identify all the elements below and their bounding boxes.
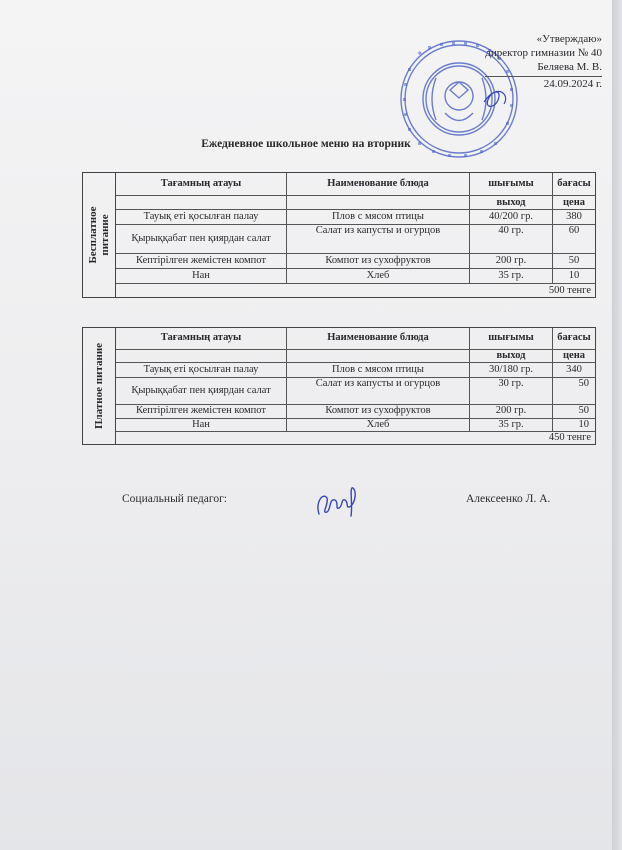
- approval-position: директор гимназии № 40: [485, 47, 602, 59]
- dish-price: 50: [578, 405, 589, 417]
- header-ru-price: цена: [562, 350, 585, 362]
- approval-title: «Утверждаю»: [536, 33, 602, 45]
- header-ru-yield: выход: [470, 350, 553, 362]
- header-ru-yield: выход: [470, 196, 553, 209]
- dish-kz: Нан: [116, 419, 287, 431]
- table-header-row: [116, 173, 595, 196]
- header-kz-yield: шығымы: [470, 328, 553, 349]
- header-spacer: [287, 196, 470, 209]
- dish-price: 340: [566, 363, 582, 375]
- footer-name: Алексеенко Л. А.: [466, 493, 551, 505]
- dish-yield: 200 гр.: [470, 254, 553, 268]
- approval-name: Беляева М. В.: [537, 61, 602, 73]
- dish-yield: 35 гр.: [470, 269, 553, 283]
- header-ru-name: Наименование блюда: [287, 173, 470, 195]
- page-title: Ежедневное школьное меню на вторник: [201, 138, 411, 150]
- table-row: [116, 225, 595, 254]
- dish-yield: 200 гр.: [470, 405, 553, 417]
- total-amount: 450 тенге: [548, 432, 591, 444]
- dish-ru: Компот из сухофруктов: [287, 405, 470, 417]
- table-subheader-row: [116, 196, 595, 210]
- footer-role: Социальный педагог:: [122, 493, 227, 505]
- approval-date: 24.09.2024 г.: [485, 76, 602, 91]
- dish-yield: 35 гр.: [470, 419, 553, 431]
- dish-price: 10: [568, 270, 580, 281]
- free-menu-label: Бесплатное питание: [87, 206, 111, 264]
- dish-ru: Компот из сухофруктов: [287, 254, 470, 268]
- table-subheader-row: [116, 350, 595, 363]
- header-spacer: [287, 350, 470, 362]
- table-header-row: [116, 328, 595, 350]
- paid-menu-label-cell: [83, 328, 116, 444]
- dish-price: 10: [578, 418, 589, 430]
- dish-kz: Қырыққабат пен қиярдан салат: [116, 378, 287, 405]
- paid-menu-table: [82, 327, 596, 445]
- table-row: [116, 269, 595, 284]
- dish-ru: Хлеб: [287, 419, 470, 431]
- header-kz-name: Тағамның атауы: [116, 173, 287, 195]
- dish-price: 380: [566, 211, 582, 222]
- dish-price: 50: [568, 255, 580, 266]
- dish-ru: Плов с мясом птицы: [287, 363, 470, 376]
- dish-yield: 30 гр.: [470, 378, 553, 405]
- table-row: [116, 378, 595, 406]
- header-kz-name: Тағамның атауы: [116, 328, 287, 349]
- dish-kz: Нан: [116, 269, 287, 283]
- table-row: [116, 363, 595, 377]
- dish-price: 50: [578, 377, 589, 389]
- dish-yield: 40/200 гр.: [470, 210, 553, 224]
- table-total-row: [116, 284, 595, 297]
- table-row: [116, 419, 595, 432]
- dish-yield: 40 гр.: [470, 225, 553, 253]
- dish-kz: Тауық еті қосылған палау: [116, 363, 287, 376]
- header-kz-price: бағасы: [557, 332, 591, 344]
- header-ru-price: цена: [562, 196, 585, 208]
- signature: [313, 484, 363, 522]
- dish-kz: Кептірілген жемістен компот: [116, 254, 287, 268]
- approval-block: [485, 32, 602, 91]
- page-edge: [612, 0, 622, 850]
- dish-kz: Қырыққабат пен қиярдан салат: [116, 225, 287, 253]
- total-amount: 500 тенге: [548, 284, 591, 296]
- table-row: [116, 254, 595, 269]
- table-total-row: [116, 432, 595, 444]
- header-kz-price: бағасы: [557, 178, 591, 189]
- free-menu-table: [82, 172, 596, 298]
- header-ru-name: Наименование блюда: [287, 328, 470, 349]
- table-row: [116, 405, 595, 418]
- header-spacer: [116, 196, 287, 209]
- dish-ru: Хлеб: [287, 269, 470, 283]
- dish-ru: Салат из капусты и огурцов: [287, 378, 470, 405]
- table-row: [116, 210, 595, 225]
- dish-yield: 30/180 гр.: [470, 363, 553, 376]
- free-menu-label-cell: [83, 173, 116, 297]
- paid-menu-label: Платное питание: [93, 342, 105, 430]
- dish-ru: Плов с мясом птицы: [287, 210, 470, 224]
- dish-kz: Кептірілген жемістен компот: [116, 405, 287, 417]
- dish-price: 60: [568, 225, 580, 236]
- header-kz-yield: шығымы: [470, 173, 553, 195]
- header-spacer: [116, 350, 287, 362]
- dish-kz: Тауық еті қосылған палау: [116, 210, 287, 224]
- dish-ru: Салат из капусты и огурцов: [287, 225, 470, 253]
